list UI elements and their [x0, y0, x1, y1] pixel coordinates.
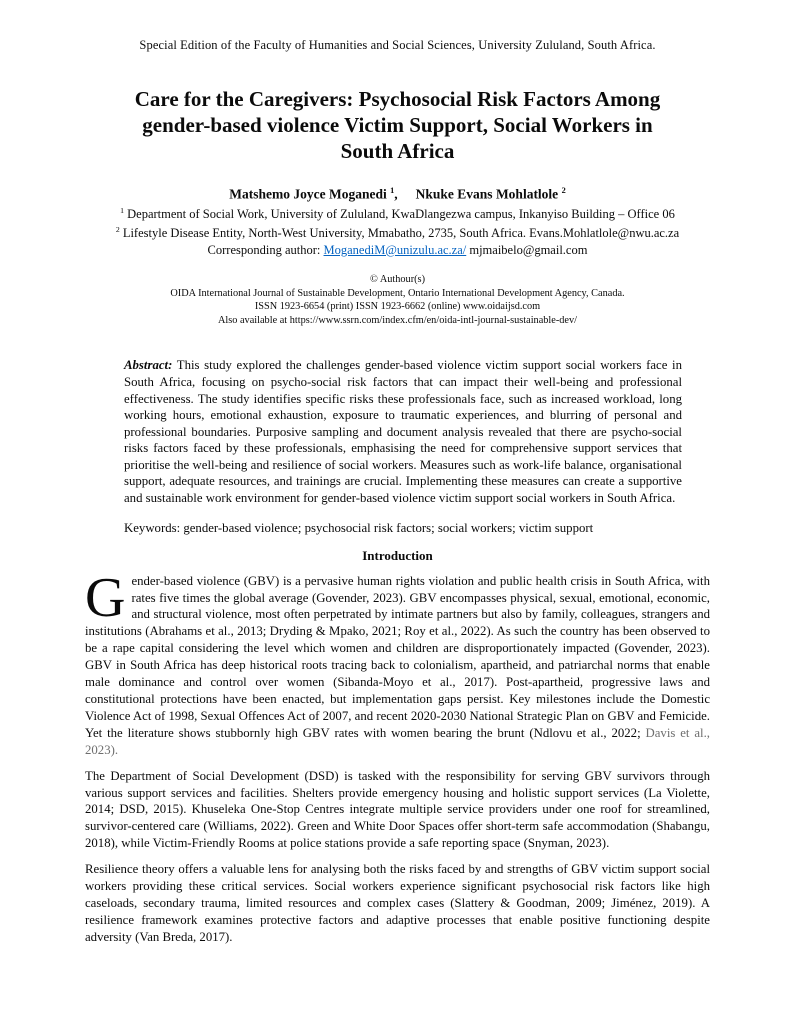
paper-title-line-1: Care for the Caregivers: Psychosocial Risk Factors Among	[134, 87, 661, 111]
authors-line	[85, 186, 710, 203]
intro-paragraph-3: Resilience theory offers a valuable lens for analysing both the risks faced by and strengths of GBV victim support social workers providing these critical services. Social workers experience significant psychosocial risk factors like high caseloads, secondary trauma, limited resources and complex cases (Slattery & Goodman, 2009; Jiménez, 2019). A resilience framework examines protective factors and adaptive processes that enable positive functioning despite adversity (Van Breda, 2017).	[85, 862, 710, 944]
author-superscript-1: 1	[390, 186, 395, 195]
abstract-paragraph	[124, 357, 682, 506]
citation-muted: Davis et al., 2023).	[85, 725, 710, 757]
abstract-label: Abstract:	[124, 358, 173, 373]
intro-paragraph-2: The Department of Social Development (DSD) is tasked with the responsibility for serving GBV survivors through various support services and facilities. Shelters provide emergency housing and holistic support services (La Violette, 2014; DSD, 2015). Khuseleka One-Stop Centres integrate multiple service providers under one roof for streamlined, survivor-centered care (Williams, 2022). Green and White Door Spaces offer short-term safe accommodation (Shabangu, 2018), while Victim-Friendly Rooms at police stations provide a safe reporting space (Snyman, 2023).	[85, 768, 710, 851]
paper-title-line-3: South Africa	[340, 139, 455, 163]
paper-title-line-2: gender-based violence Victim Support, Social Workers in	[142, 113, 653, 137]
affiliation-superscript-1: 1	[120, 205, 125, 215]
intro-paragraph-1-text: ender-based violence (GBV) is a pervasive human rights violation and public health crisis in South Africa, with rates five times the global average (Govender, 2023). GBV encompasses physical, sexual, emotional, economic, and structural violence, most often perpetrated by intimate partners but also by family, colleagues, strangers and institutions (Abrahams et al., 2013; Dryding & Mpako, 2021; Roy et al., 2022). As such the country has been observed to be a rape capital considering the level which women and children are disproportionately impacted (Govender, 2023). GBV in South Africa has deep historical roots tracing back to colonialism, apartheid, and patriarchal norms that enable male dominance and control over women (Sibanda-Moyo et al., 2017). Post-apartheid, progressive laws and constitutional protections have been enacted, but implementation gaps persist. Key milestones include the Domestic Violence Act of 1998, Sexual Offences Act of 2007, and recent 2020-2030 National Strategic Plan on GBV and Femicide. Yet the literature shows stubbornly high GBV rates with women bearing the brunt (Ndlovu et al., 2022;	[85, 573, 710, 740]
author-name-1: Matshemo Joyce Moganedi	[229, 186, 387, 202]
paper-title	[85, 86, 710, 164]
author-separator: ,	[394, 186, 398, 202]
abstract-text: This study explored the challenges gender-based violence victim support social workers face in South Africa, focusing on psycho-social risk factors that can impact their well-being and professional effectiveness. The study identifies specific risks these professionals face, such as increased workload, long working hours, emotional exhaustion, exposure to traumatic experiences, and blurring of personal and professional boundaries. Purposive sampling and document analysis revealed that there are psycho-social risks factors faced by these professionals, emphasising the need for comprehensive support services that prioritise the well-being and resilience of social workers. Measures such as work-life balance, organisational support, adequate resources, and trainings are crucial. Implementing these measures can create a supportive and sustainable work environment for gender-based violence victim support social workers in South Africa.	[124, 358, 682, 506]
journal-name-line: OIDA International Journal of Sustainable Development, Ontario International Development Agency, Canada.	[170, 287, 625, 299]
availability-line: Also available at https://www.ssrn.com/index.cfm/en/oida-intl-journal-sustainable-dev/	[217, 314, 578, 326]
issn-line: ISSN 1923-6654 (print) ISSN 1923-6662 (online) www.oidaijsd.com	[254, 301, 541, 313]
affiliation-line-2	[85, 222, 710, 242]
affiliation-superscript-2: 2	[115, 225, 120, 235]
corresponding-alt-email: mjmaibelo@gmail.com	[466, 242, 588, 257]
intro-paragraph-1	[85, 566, 710, 759]
affiliation-line-1	[85, 203, 710, 223]
imprint-block	[85, 273, 710, 327]
copyright-line: © Authour(s)	[369, 274, 425, 286]
corresponding-label: Corresponding author:	[207, 242, 324, 257]
journal-header: Special Edition of the Faculty of Humanities and Social Sciences, University Zululand, South Africa.	[139, 38, 656, 52]
keywords-line: Keywords: gender-based violence; psychosocial risk factors; social workers; victim support	[124, 520, 594, 535]
author-superscript-2: 2	[561, 186, 566, 195]
author-name-2: Nkuke Evans Mohlatlole	[415, 186, 559, 202]
corresponding-author-line	[85, 242, 710, 259]
corresponding-email-link[interactable]: MoganediM@unizulu.ac.za/	[323, 242, 467, 257]
section-heading-introduction: Introduction	[362, 547, 433, 563]
affiliation-text-1: Department of Social Work, University of Zululand, KwaDlangezwa campus, Inkanyiso Building – Office 06	[124, 206, 675, 221]
drop-cap: G	[85, 566, 126, 629]
affiliation-text-2: Lifestyle Disease Entity, North-West University, Mmabatho, 2735, South Africa. Evans.Mohlatlole@nwu.ac.za	[119, 226, 680, 241]
